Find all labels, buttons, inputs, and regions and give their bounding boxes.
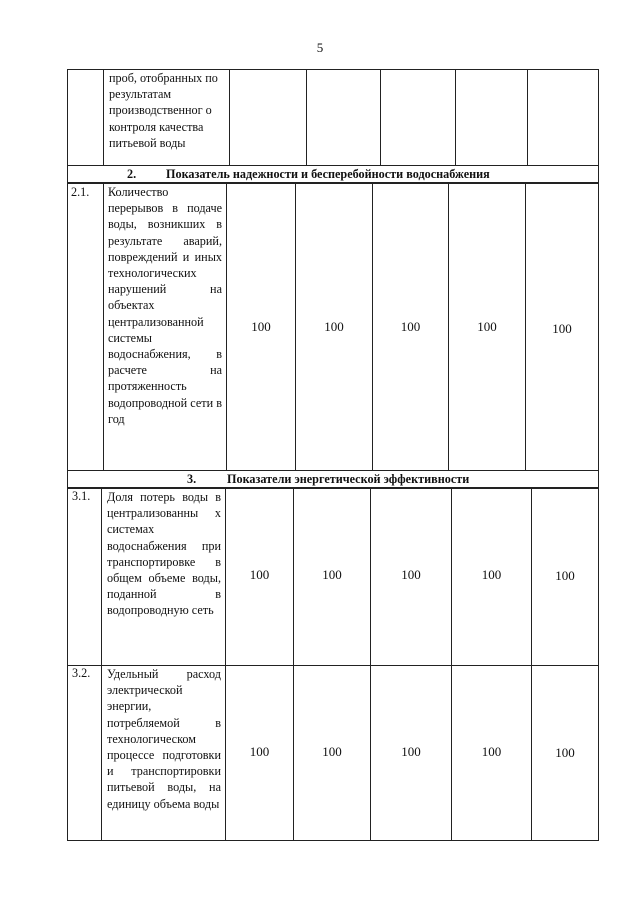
row-value: 100 (400, 319, 421, 334)
row-value: 100 (249, 744, 270, 759)
row-number: 3.1. (72, 489, 91, 503)
table-line (103, 183, 104, 470)
table-line (229, 69, 230, 165)
page-number: 5 (316, 40, 324, 55)
section-underline (67, 182, 599, 184)
section-underline (67, 487, 599, 489)
row-text-continued: проб, отобранных по результатам производственног о контроля качества питьевой воды (109, 71, 218, 150)
table-line (67, 165, 599, 166)
row-text: Удельный расход электрической энергии, потребляемой в технологическом процессе подготовки и транспортировки питьевой воды, на единицу объема воды (107, 667, 221, 811)
table-line (380, 69, 381, 165)
row-text: Доля потерь воды в централизованны х системах водоснабжения при транспортировке в общем объеме воды, поданной в водопроводную сеть (107, 490, 221, 618)
table-line (455, 69, 456, 165)
table-line (370, 488, 371, 840)
row-value: 100 (481, 744, 502, 759)
table-line (306, 69, 307, 165)
row-value: 100 (477, 319, 497, 334)
section-number: 3. (187, 472, 197, 486)
row-value: 100 (481, 567, 502, 582)
table-line (293, 488, 294, 840)
row-value: 100 (324, 319, 344, 334)
row-number: 3.2. (72, 666, 91, 680)
row-number: 2.1. (71, 185, 90, 199)
row-value: 100 (555, 745, 575, 760)
table-line (225, 488, 226, 840)
table-line (101, 488, 102, 840)
table-line (451, 488, 452, 840)
row-text: Количество перерывов в подаче воды, возникших в результате аварий, повреждений и иных технологических нарушений на объектах централизованной системы водоснабжения, в расчете на протяженность водопроводной сети в год (108, 185, 222, 426)
table-line (103, 69, 104, 165)
row-value: 100 (401, 567, 421, 582)
section-number: 2. (127, 167, 137, 181)
section-title: Показатели энергетической эффективности (227, 472, 470, 486)
table-line-bottom (67, 840, 599, 841)
row-value: 100 (251, 319, 271, 334)
table-line-right (598, 69, 599, 841)
row-value: 100 (322, 744, 342, 759)
table-line (527, 69, 528, 165)
row-value: 100 (555, 568, 575, 583)
row-value: 100 (249, 567, 270, 582)
section-title: Показатель надежности и бесперебойности водоснабжения (166, 167, 490, 181)
table-line (67, 470, 599, 471)
table-line-left (67, 69, 68, 841)
table-line (531, 488, 532, 840)
row-value: 100 (322, 567, 342, 582)
row-value: 100 (401, 744, 421, 759)
row-value: 100 (552, 321, 572, 336)
